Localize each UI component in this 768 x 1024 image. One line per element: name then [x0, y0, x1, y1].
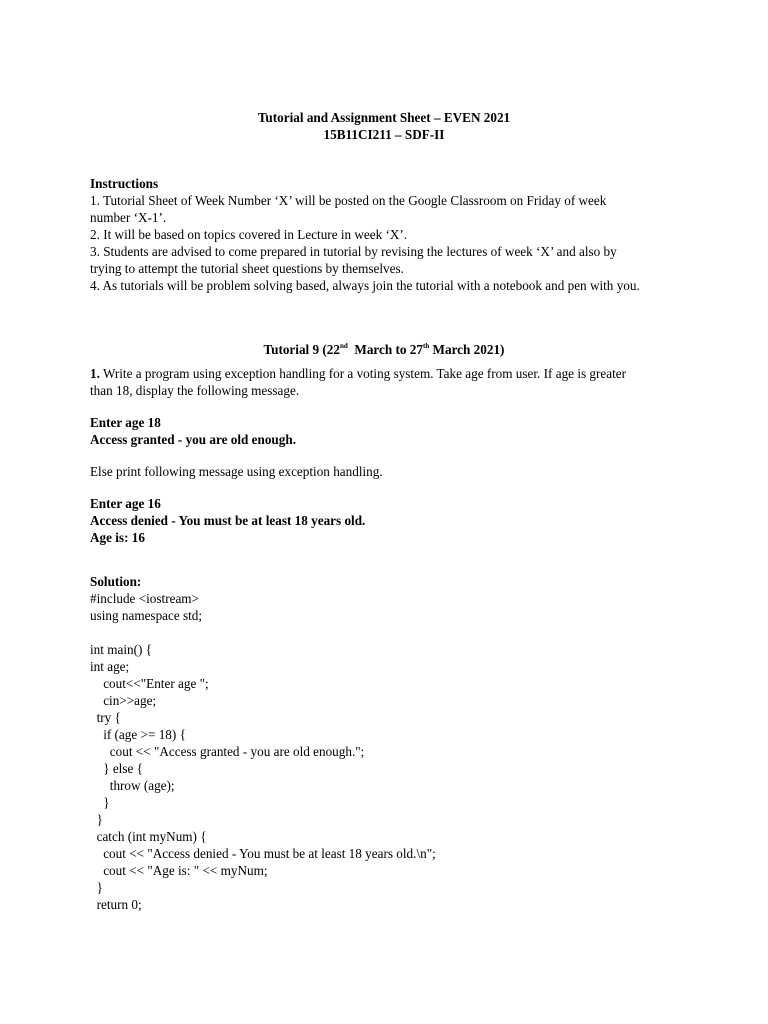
course-code: 15B11CI211 – SDF-II — [323, 127, 445, 142]
instruction-line: 1. Tutorial Sheet of Week Number ‘X’ will be posted on the Google Classroom on Friday of week — [90, 193, 607, 208]
sample-output-line: Age is: 16 — [90, 530, 145, 545]
code-line: try { — [90, 710, 121, 725]
code-line: } — [90, 795, 110, 810]
tutorial-title — [0, 338, 768, 358]
code-line: catch (int myNum) { — [90, 829, 207, 844]
tutorial-title-part: March to 27 — [347, 342, 423, 357]
code-line: } — [90, 880, 103, 895]
code-line: using namespace std; — [90, 608, 203, 623]
question-text — [90, 365, 626, 382]
instruction-line: number ‘X-1’. — [90, 210, 167, 225]
tutorial-title-part: March 2021) — [429, 342, 505, 357]
tutorial-title-part: Tutorial 9 (22 — [263, 342, 340, 357]
code-line: if (age >= 18) { — [90, 727, 186, 742]
sheet-title: Tutorial and Assignment Sheet – EVEN 2021 — [257, 110, 511, 125]
question-line: Write a program using exception handling for a voting system. Take age from user. If age is greater — [99, 366, 627, 381]
code-line: cin>>age; — [90, 693, 157, 708]
sample-output-line: Enter age 18 — [90, 415, 161, 430]
sample-output-line: Enter age 16 — [90, 496, 161, 511]
code-line: #include <iostream> — [90, 591, 199, 606]
sample-output-line: Access denied - You must be at least 18 years old. — [90, 513, 366, 528]
else-text: Else print following message using exception handling. — [90, 464, 383, 479]
instruction-line: trying to attempt the tutorial sheet questions by themselves. — [90, 261, 404, 276]
code-line: int main() { — [90, 642, 152, 657]
code-line: } — [90, 812, 103, 827]
sample-output-line: Access granted - you are old enough. — [90, 432, 296, 447]
instruction-line: 4. As tutorials will be problem solving based, always join the tutorial with a notebook and pen with you. — [90, 278, 640, 293]
instructions-heading: Instructions — [90, 176, 159, 191]
code-line: int age; — [90, 659, 130, 674]
superscript: th — [423, 342, 430, 350]
code-line: cout << "Access denied - You must be at least 18 years old.\n"; — [90, 846, 436, 861]
question-number: 1. — [90, 366, 100, 381]
code-line: cout << "Age is: " << myNum; — [90, 863, 268, 878]
code-line: cout << "Access granted - you are old enough."; — [90, 744, 365, 759]
code-line: return 0; — [90, 897, 142, 912]
solution-heading: Solution: — [90, 574, 142, 589]
code-line: cout<<"Enter age "; — [90, 676, 209, 691]
instruction-line: 2. It will be based on topics covered in Lecture in week ‘X’. — [90, 227, 408, 242]
code-line: } else { — [90, 761, 143, 776]
superscript: nd — [339, 342, 348, 350]
question-line: than 18, display the following message. — [90, 383, 300, 398]
instruction-line: 3. Students are advised to come prepared in tutorial by revising the lectures of week ‘X’ and also by — [90, 244, 617, 259]
code-line: throw (age); — [90, 778, 175, 793]
